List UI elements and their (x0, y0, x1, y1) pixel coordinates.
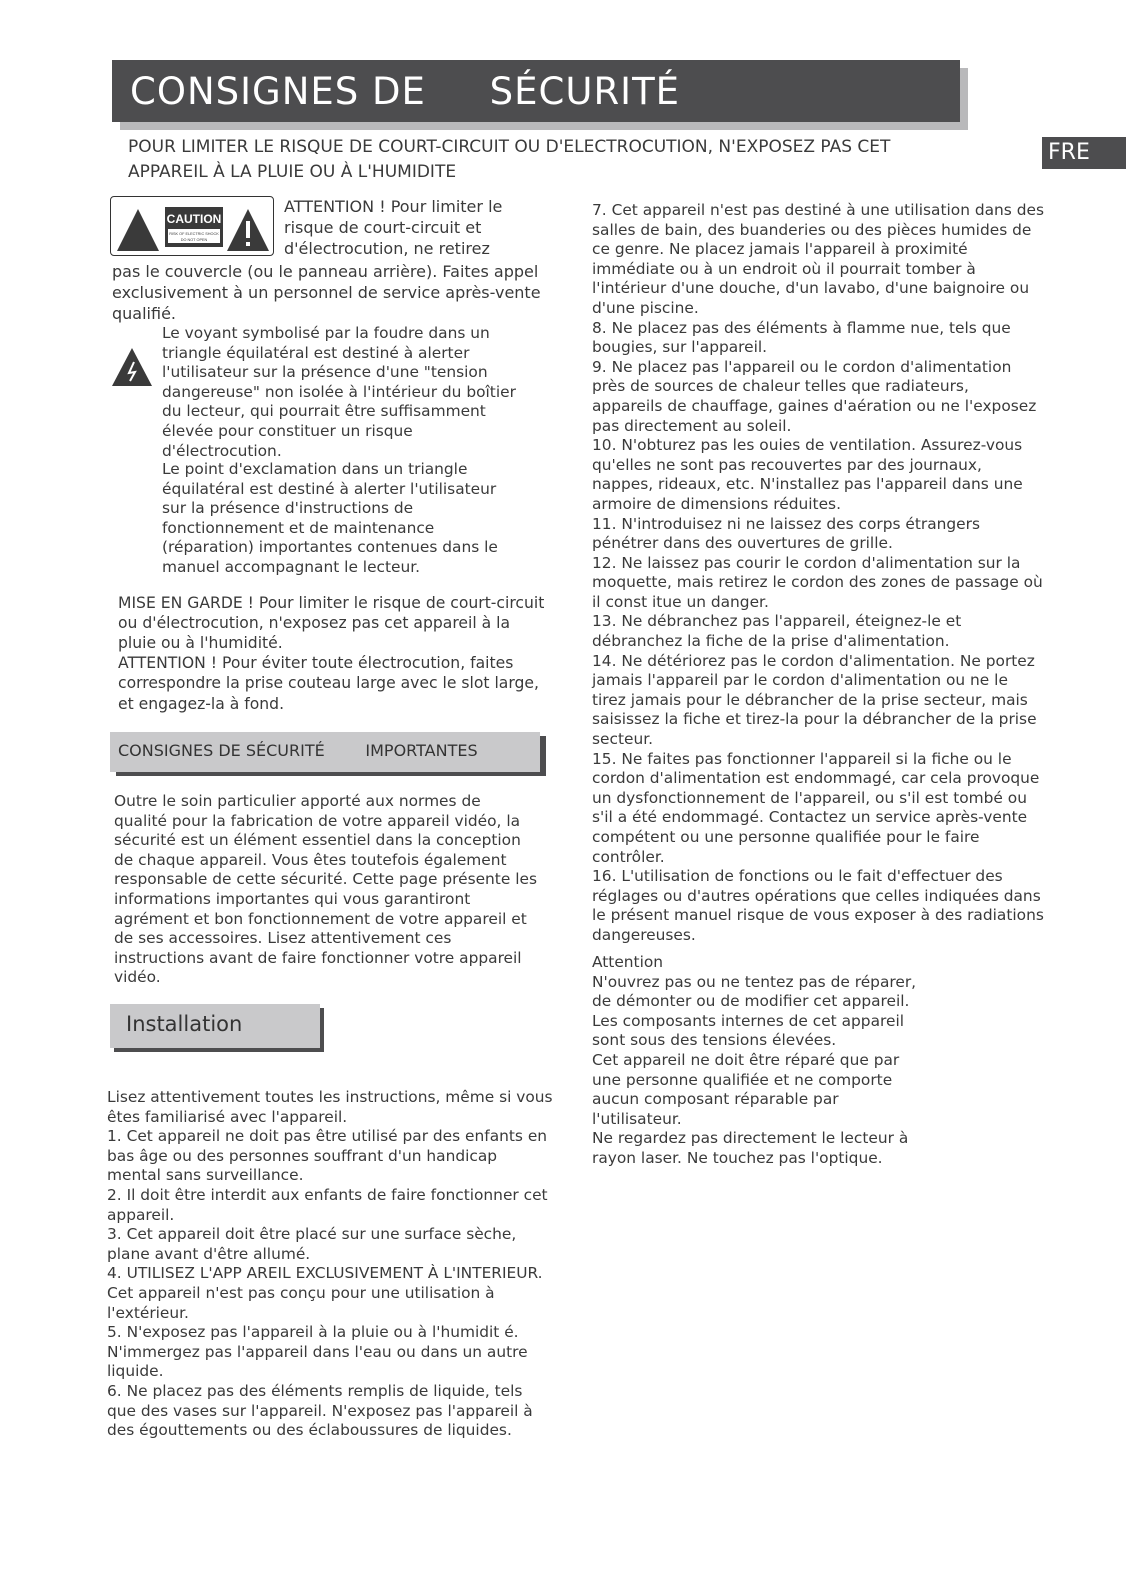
safety-section-heading-text: CONSIGNES DE SÉCURITÉ IMPORTANTES (118, 741, 478, 760)
list-item: 9. Ne placez pas l'appareil ou le cordon d'alimentation près de sources de chaleur telles que radiateurs, appareils de chauffage, gaines d'aération ou ne l'exposez pas directement au soleil. (592, 357, 1037, 435)
list-item: 7. Cet appareil n'est pas destiné à une utilisation dans des salles de bain, des buanderies ou des pièces humides de ce genre. Ne placez jamais l'appareil à proximité immédiate ou à un endroit où il pourrait tomber à l'intérieur d'une douche, d'un lavabo, d'une baignoire ou d'une piscine. (592, 201, 1044, 317)
list-item: 1. Cet appareil ne doit pas être utilisé par des enfants en bas âge ou des personnes souffrant d'un handicap mental sans surveillance. (107, 1127, 548, 1185)
warning-triangle-left-icon (117, 209, 159, 251)
attention-head: ATTENTION ! Pour limiter le risque de court-circuit et d'électrocution, ne retirez (284, 197, 503, 258)
list-item: 8. Ne placez pas des éléments à flamme nue, tels que bougies, sur l'appareil. (592, 318, 1011, 357)
attention-tail: pas le couvercle (ou le panneau arrière). Faites appel exclusivement à un personnel de service après-vente qualifié. (112, 262, 541, 323)
installation-intro: Lisez attentivement toutes les instructions, même si vous êtes familiarisé avec l'appareil. (107, 1088, 553, 1126)
list-item: 4. UTILISEZ L'APP AREIL EXCLUSIVEMENT À L'INTERIEUR. Cet appareil n'est pas conçu pour une utilisation à l'extérieur. (107, 1264, 543, 1322)
list-item: 10. N'obturez pas les ouies de ventilation. Assurez-vous qu'elles ne sont pas recouvertes par des journaux, nappes, rideaux, etc. N'installez pas l'appareil dans une armoire de dimensions réduites. (592, 436, 1023, 513)
page-title: CONSIGNES DE SÉCURITÉ (130, 70, 681, 113)
safety-section-heading (110, 732, 540, 772)
attention-line: Les composants internes de cet appareil sont sous des tensions élevées. (592, 1011, 905, 1050)
list-item: 3. Cet appareil doit être placé sur une surface sèche, plane avant d'être allumé. (107, 1225, 517, 1263)
list-item: 12. Ne laissez pas courir le cordon d'alimentation sur la moquette, mais retirez le cordon des zones de passage où il const itue un danger. (592, 553, 1043, 611)
list-item: 15. Ne faites pas fonctionner l'appareil si la fiche ou le cordon d'alimentation est endommagé, car cela provoque un dysfonctionnement de l'appareil, ou s'il est tombé ou s'il a été endommagé. Contactez un service après-vente compétent ou une personne qualifiée pour le faire contrôler. (592, 749, 1040, 866)
attention-block (592, 953, 930, 1169)
exclamation-bar (246, 221, 250, 238)
attention-line: N'ouvrez pas ou ne tentez pas de réparer, de démonter ou de modifier cet appareil. (592, 972, 917, 1011)
right-column-list (592, 201, 1044, 946)
title-banner (112, 60, 960, 122)
caution-label (110, 196, 274, 256)
installation-heading-text: Installation (126, 1012, 243, 1036)
caution-subtext-1: RISK OF ELECTRIC SHOCK (169, 232, 219, 236)
safety-section-text: Outre le soin particulier apporté aux normes de qualité pour la fabrication de votre appareil vidéo, la sécurité est un élément essentiel dans la conception de chaque appareil. Vous êtes toutefois également responsable de cette sécurité. Cette page présente les informations importantes qui vous garantiront agrément et bon fonctionnement de votre appareil et de ses accessoires. Lisez attentivement ces instructions avant de faire fonctionner votre appareil vidéo. (114, 792, 537, 987)
attention-title: Attention (592, 953, 664, 971)
installation-heading (110, 1004, 320, 1048)
installation-list (107, 1088, 553, 1441)
exclamation-dot (246, 242, 250, 246)
caution-subtext-2: DO NOT OPEN (180, 238, 208, 242)
mise-en-garde: MISE EN GARDE ! Pour limiter le risque de court-circuit ou d'électrocution, n'exposez pas cet appareil à la pluie ou à l'humidité. (118, 594, 545, 652)
language-tab: FRE (1042, 137, 1126, 169)
list-item: 6. Ne placez pas des éléments remplis de liquide, tels que des vases sur l'appareil. N'exposez pas l'appareil à des égouttements ou des éclaboussures de liquides. (107, 1381, 533, 1440)
attention-line: Cet appareil ne doit être réparé que par une personne qualifiée et ne comporte aucun composant réparable par l'utilisateur. (592, 1050, 900, 1128)
list-item: 2. Il doit être interdit aux enfants de faire fonctionner cet appareil. (107, 1185, 548, 1224)
attention-plug: ATTENTION ! Pour éviter toute électrocution, faites correspondre la prise couteau large avec le slot large, et engagez-la à fond. (118, 654, 539, 713)
caution-label-graphic (111, 197, 273, 255)
lightning-symbol-text: Le voyant symbolisé par la foudre dans un triangle équilatéral est destiné à alerter l'utilisateur sur la présence d'une "tension dangereuse" non isolée à l'intérieur du boîtier du lecteur, qui pourrait être suffisamment élevée pour constituer un risque d'électrocution. (162, 324, 516, 460)
attention-line: Ne regardez pas directement le lecteur à rayon laser. Ne touchez pas l'optique. (592, 1129, 909, 1167)
list-item: 5. N'exposez pas l'appareil à la pluie ou à l'humidit é. N'immergez pas l'appareil dans l'eau ou dans un autre liquide. (107, 1323, 528, 1381)
caution-word: CAUTION (166, 212, 222, 226)
intro-warning: POUR LIMITER LE RISQUE DE COURT-CIRCUIT OU D'ELECTROCUTION, N'EXPOSEZ PAS CET APPAREIL À LA PLUIE OU À L'HUMIDITE (128, 137, 891, 182)
lightning-warning-icon (110, 346, 154, 392)
list-item: 16. L'utilisation de fonctions ou le fait d'effectuer des réglages ou d'autres opérations que celles indiquées dans le présent manuel risque de vous exposer à des radiations dangereuses. (592, 867, 1044, 944)
exclamation-symbol-text: Le point d'exclamation dans un triangle équilatéral est destiné à alerter l'utilisateur sur la présence d'instructions de fonctionnement et de maintenance (réparation) importantes contenues dans le manuel accompagnant le lecteur. (162, 460, 498, 576)
list-item: 13. Ne débranchez pas l'appareil, éteignez-le et débranchez la fiche de la prise d'alimentation. (592, 612, 962, 651)
list-item: 14. Ne détériorez pas le cordon d'alimentation. Ne portez jamais l'appareil par le cordon d'alimentation ou ne le tirez jamais pour le débrancher de la prise secteur, mais saisissez la fiche et tirez-la pour la débrancher de la prise secteur. (592, 651, 1037, 749)
list-item: 11. N'introduisez ni ne laissez des corps étrangers pénétrer dans des ouvertures de grille. (592, 514, 980, 553)
